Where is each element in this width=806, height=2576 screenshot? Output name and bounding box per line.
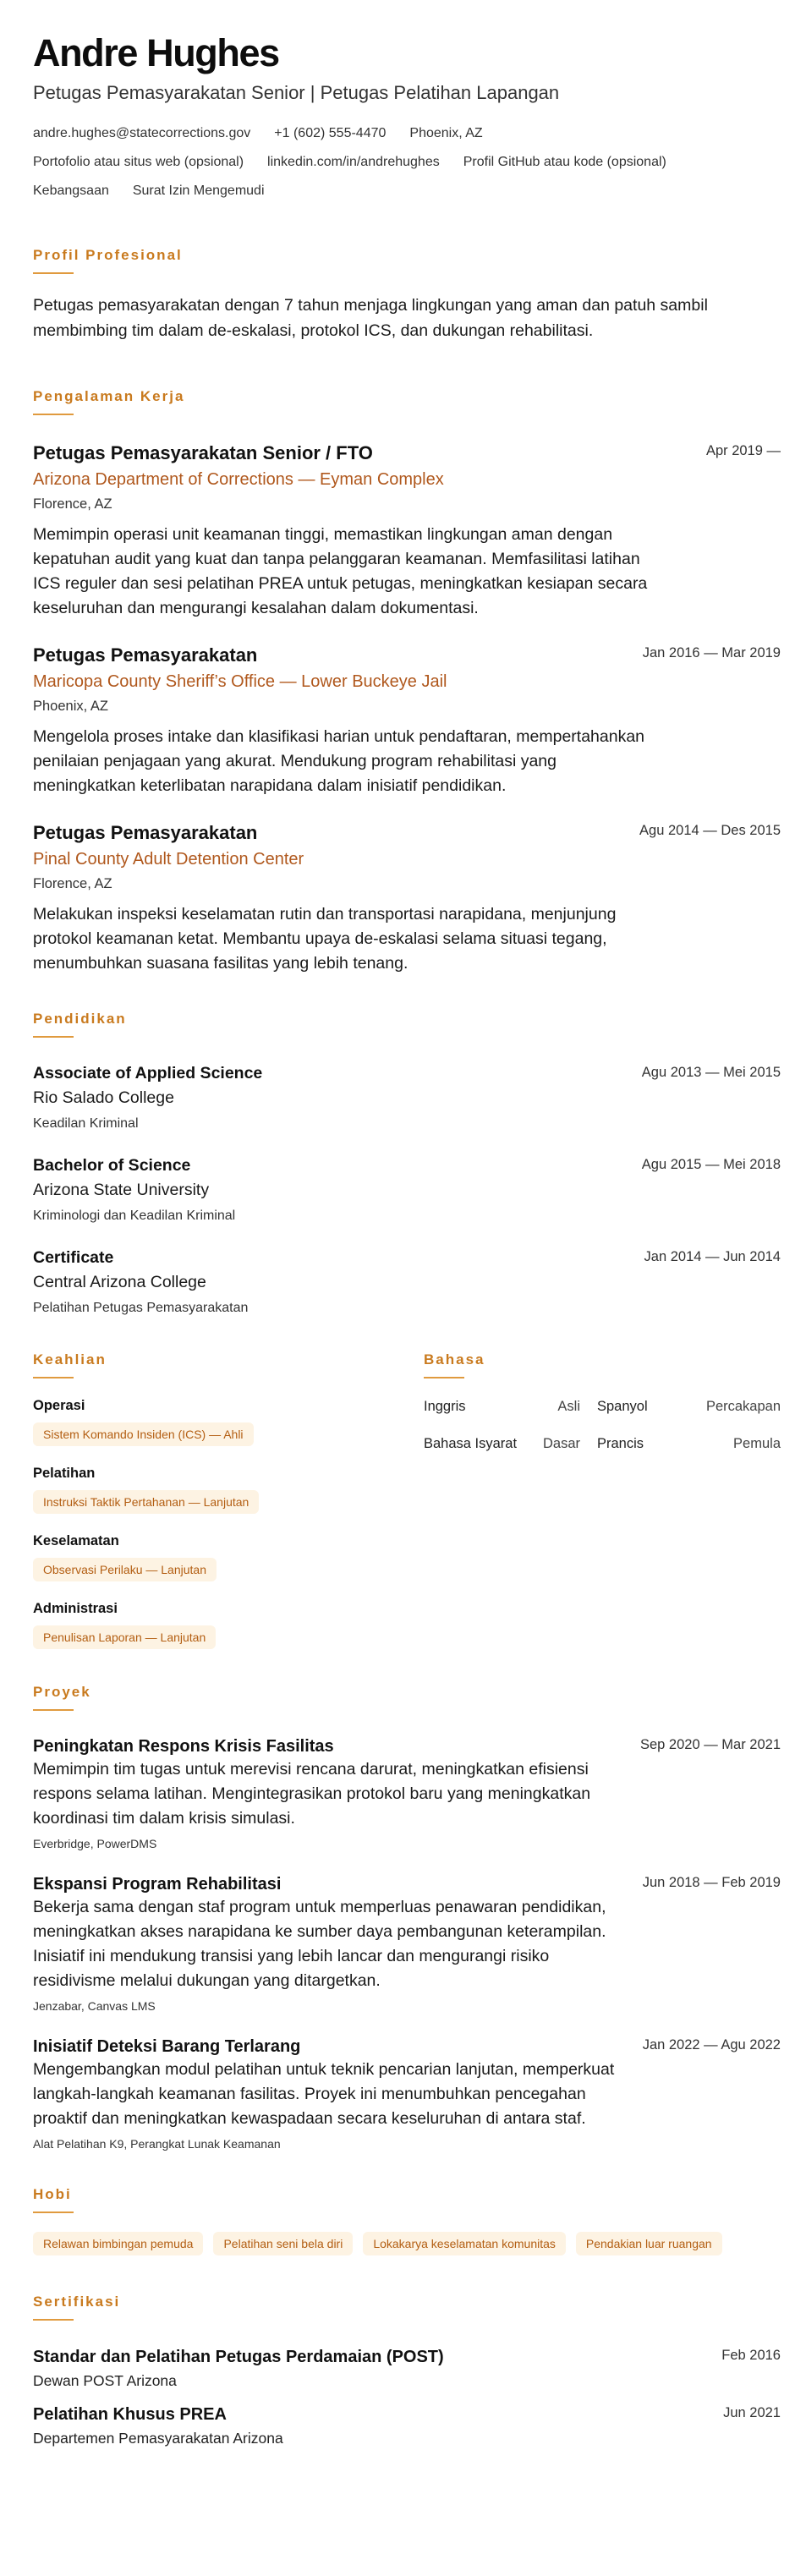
- education-entry: [33, 1155, 781, 1225]
- section-title: Keahlian: [33, 1351, 107, 1367]
- summary-text: Petugas pemasyarakatan dengan 7 tahun menjaga lingkungan yang aman dan patuh sambil membimbing tim dalam de-eskalasi, protokol ICS, dan dukungan rehabilitasi.: [33, 296, 708, 340]
- github-link[interactable]: Profil GitHub atau kode (opsional): [463, 155, 666, 169]
- job-location: Florence, AZ: [33, 876, 112, 891]
- job-description: Melakukan inspeksi keselamatan rutin dan transportasi narapidana, menjunjung protokol keamanan ketat. Membantu upaya de-eskalasi selama situasi tegang, menumbuhkan suasana fasilitas yang lebih tenang.: [33, 905, 617, 973]
- language-name: Inggris: [424, 1399, 466, 1414]
- contact-row: [33, 125, 781, 142]
- section-rule: [33, 1036, 74, 1038]
- certification-org: Departemen Pemasyarakatan Arizona: [33, 2430, 283, 2447]
- hobby-chip: Pelatihan seni bela diri: [213, 2232, 353, 2255]
- summary-section: [33, 246, 781, 343]
- section-rule: [424, 1377, 464, 1378]
- project-description: Bekerja sama dengan staf program untuk memperluas penawaran pendidikan, meningkatkan akses narapidana ke sumber daya pembangunan keterampilan. Inisiatif ini mendukung transisi yang lebih lancar dan mengurangi risiko residivisme melalui dukungan yang ditargetkan.: [33, 1898, 606, 1990]
- skill-category: Keselamatan: [33, 1533, 119, 1548]
- project-entry: [33, 2036, 781, 2151]
- section-rule: [33, 2212, 74, 2213]
- project-title: Peningkatan Respons Krisis Fasilitas: [33, 1737, 334, 1756]
- job-entry: [33, 821, 781, 976]
- experience-section: [33, 387, 781, 976]
- project-entry: [33, 1735, 781, 1851]
- project-description: Memimpin tim tugas untuk merevisi rencana darurat, meningkatkan efisiensi respons selama latihan. Mengintegrasikan protokol baru yang meningkatkan koordinasi tim dalam krisis simulasi.: [33, 1760, 591, 1828]
- job-dates: Agu 2014 — Des 2015: [639, 823, 781, 838]
- language-name: Prancis: [597, 1436, 644, 1451]
- hobby-chip: Pendakian luar ruangan: [576, 2232, 722, 2255]
- hobbies-section: [33, 2185, 781, 2255]
- field-of-study: Pelatihan Petugas Pemasyarakatan: [33, 1301, 249, 1315]
- section-title: Pengalaman Kerja: [33, 388, 185, 404]
- education-entry: [33, 1247, 781, 1317]
- project-description: Mengembangkan modul pelatihan untuk teknik pencarian lanjutan, memperkuat langkah-langkah keamanan fasilitas. Proyek ini menumbuhkan pencegahan proaktif dan meningkatkan kewaspadaan secara keseluruhan di antara staf.: [33, 2060, 615, 2128]
- section-title: Profil Profesional: [33, 247, 183, 263]
- language-level: Percakapan: [705, 1399, 781, 1414]
- links-row: [33, 154, 781, 171]
- job-dates: Apr 2019 —: [705, 443, 781, 458]
- skills-section: [33, 1351, 424, 1649]
- language-level: Dasar: [542, 1436, 580, 1451]
- job-dates: Jan 2016 — Mar 2019: [642, 645, 781, 660]
- education-dates: Agu 2013 — Mei 2015: [641, 1065, 781, 1080]
- job-title: Petugas Pemasyarakatan: [33, 644, 258, 666]
- linkedin-link[interactable]: linkedin.com/in/andrehughes: [267, 155, 440, 169]
- hobby-chip: Relawan bimbingan pemuda: [33, 2232, 203, 2255]
- job-org: Maricopa County Sheriff’s Office — Lower Buckeye Jail: [33, 672, 447, 691]
- section-rule: [33, 1709, 74, 1711]
- school: Rio Salado College: [33, 1088, 174, 1107]
- skill-category: Pelatihan: [33, 1466, 96, 1481]
- candidate-headline: Petugas Pemasyarakatan Senior | Petugas Pelatihan Lapangan: [33, 82, 560, 103]
- language-level: Asli: [557, 1399, 580, 1414]
- skill-chip: Sistem Komando Insiden (ICS) — Ahli: [33, 1422, 254, 1446]
- certification-name: Pelatihan Khusus PREA: [33, 2405, 227, 2424]
- languages-section: [424, 1351, 781, 1649]
- section-title: Proyek: [33, 1684, 91, 1700]
- hobby-list: [33, 2232, 781, 2255]
- language-item: [424, 1434, 597, 1453]
- section-rule: [33, 272, 74, 274]
- certification-date: Feb 2016: [721, 2348, 781, 2363]
- education-entry: [33, 1063, 781, 1132]
- certification-name: Standar dan Pelatihan Petugas Perdamaian (POST): [33, 2348, 444, 2366]
- job-location: Florence, AZ: [33, 496, 112, 512]
- school: Arizona State University: [33, 1181, 210, 1199]
- degree: Associate of Applied Science: [33, 1064, 263, 1082]
- skill-category: Administrasi: [33, 1601, 118, 1616]
- language-grid: [424, 1397, 781, 1453]
- degree: Bachelor of Science: [33, 1156, 191, 1175]
- project-tech: Jenzabar, Canvas LMS: [33, 1999, 156, 2013]
- project-title: Ekspansi Program Rehabilitasi: [33, 1875, 282, 1894]
- project-dates: Sep 2020 — Mar 2021: [639, 1737, 781, 1752]
- resume-header: [33, 30, 781, 200]
- job-org: Pinal County Adult Detention Center: [33, 850, 304, 869]
- project-tech: Alat Pelatihan K9, Perangkat Lunak Keamanan: [33, 2137, 281, 2151]
- skills-languages-row: [33, 1351, 781, 1649]
- language-item: [597, 1397, 781, 1416]
- certification-date: Jun 2021: [723, 2405, 781, 2420]
- portfolio-link[interactable]: Portofolio atau situs web (opsional): [33, 155, 244, 169]
- project-title: Inisiatif Deteksi Barang Terlarang: [33, 2037, 301, 2056]
- job-entry: [33, 441, 781, 621]
- degree: Certificate: [33, 1248, 114, 1267]
- section-title: Bahasa: [424, 1351, 485, 1367]
- job-title: Petugas Pemasyarakatan Senior / FTO: [33, 442, 373, 463]
- education-section: [33, 1010, 781, 1317]
- job-location: Phoenix, AZ: [33, 699, 108, 714]
- skill-group: [33, 1465, 424, 1514]
- project-entry: [33, 1873, 781, 2014]
- section-title: Hobi: [33, 2186, 72, 2202]
- language-level: Pemula: [733, 1436, 781, 1451]
- job-description: Memimpin operasi unit keamanan tinggi, memastikan lingkungan aman dengan kepatuhan audit yang kuat dan tanpa pelanggaran keamanan. Memfasilitasi latihan ICS reguler dan sesi pelatihan PREA untuk petugas, meningkatkan kesiapan secara keseluruhan dan mengurangi kesalahan dalam dokumentasi.: [33, 525, 648, 617]
- job-title: Petugas Pemasyarakatan: [33, 822, 258, 843]
- section-rule: [33, 2319, 74, 2321]
- project-dates: Jan 2022 — Agu 2022: [642, 2037, 781, 2053]
- hobby-chip: Lokakarya keselamatan komunitas: [363, 2232, 566, 2255]
- job-entry: [33, 644, 781, 798]
- section-rule: [33, 414, 74, 415]
- section-title: Pendidikan: [33, 1011, 127, 1027]
- language-item: [424, 1397, 597, 1416]
- certification-org: Dewan POST Arizona: [33, 2372, 177, 2389]
- certification-entry: [33, 2403, 781, 2447]
- skill-category: Operasi: [33, 1398, 85, 1413]
- certification-entry: [33, 2346, 781, 2390]
- job-description: Mengelola proses intake dan klasifikasi harian untuk pendaftaran, mempertahankan penilaian penjagaan yang akurat. Mendukung program rehabilitasi yang meningkatkan keterlibatan narapidana dalam inisiatif pendidikan.: [33, 727, 645, 795]
- location-text: Phoenix, AZ: [409, 126, 483, 140]
- projects-section: [33, 1683, 781, 2151]
- field-of-study: Keadilan Kriminal: [33, 1116, 139, 1131]
- skill-group: [33, 1600, 424, 1649]
- section-rule: [33, 1377, 74, 1378]
- education-dates: Agu 2015 — Mei 2018: [641, 1157, 781, 1172]
- extra-info-row: [33, 183, 781, 200]
- citizenship-text: Kebangsaan: [33, 184, 109, 198]
- school: Central Arizona College: [33, 1273, 206, 1291]
- skill-chip: Penulisan Laporan — Lanjutan: [33, 1625, 216, 1649]
- language-item: [597, 1434, 781, 1453]
- skill-group: [33, 1397, 424, 1446]
- section-title: Sertifikasi: [33, 2294, 121, 2310]
- phone-link[interactable]: +1 (602) 555-4470: [274, 126, 387, 140]
- language-name: Spanyol: [597, 1399, 648, 1414]
- license-text: Surat Izin Mengemudi: [132, 184, 265, 198]
- project-tech: Everbridge, PowerDMS: [33, 1837, 157, 1850]
- email-link[interactable]: andre.hughes@statecorrections.gov: [33, 126, 251, 140]
- project-dates: Jun 2018 — Feb 2019: [642, 1875, 781, 1890]
- education-dates: Jan 2014 — Jun 2014: [644, 1249, 781, 1264]
- skill-chip: Observasi Perilaku — Lanjutan: [33, 1558, 217, 1581]
- job-org: Arizona Department of Corrections — Eyman Complex: [33, 470, 444, 489]
- field-of-study: Kriminologi dan Keadilan Kriminal: [33, 1209, 236, 1223]
- skill-group: [33, 1532, 424, 1581]
- skill-chip: Instruksi Taktik Pertahanan — Lanjutan: [33, 1490, 259, 1514]
- candidate-name: Andre Hughes: [33, 31, 279, 74]
- certifications-section: [33, 2293, 781, 2447]
- language-name: Bahasa Isyarat: [424, 1436, 518, 1451]
